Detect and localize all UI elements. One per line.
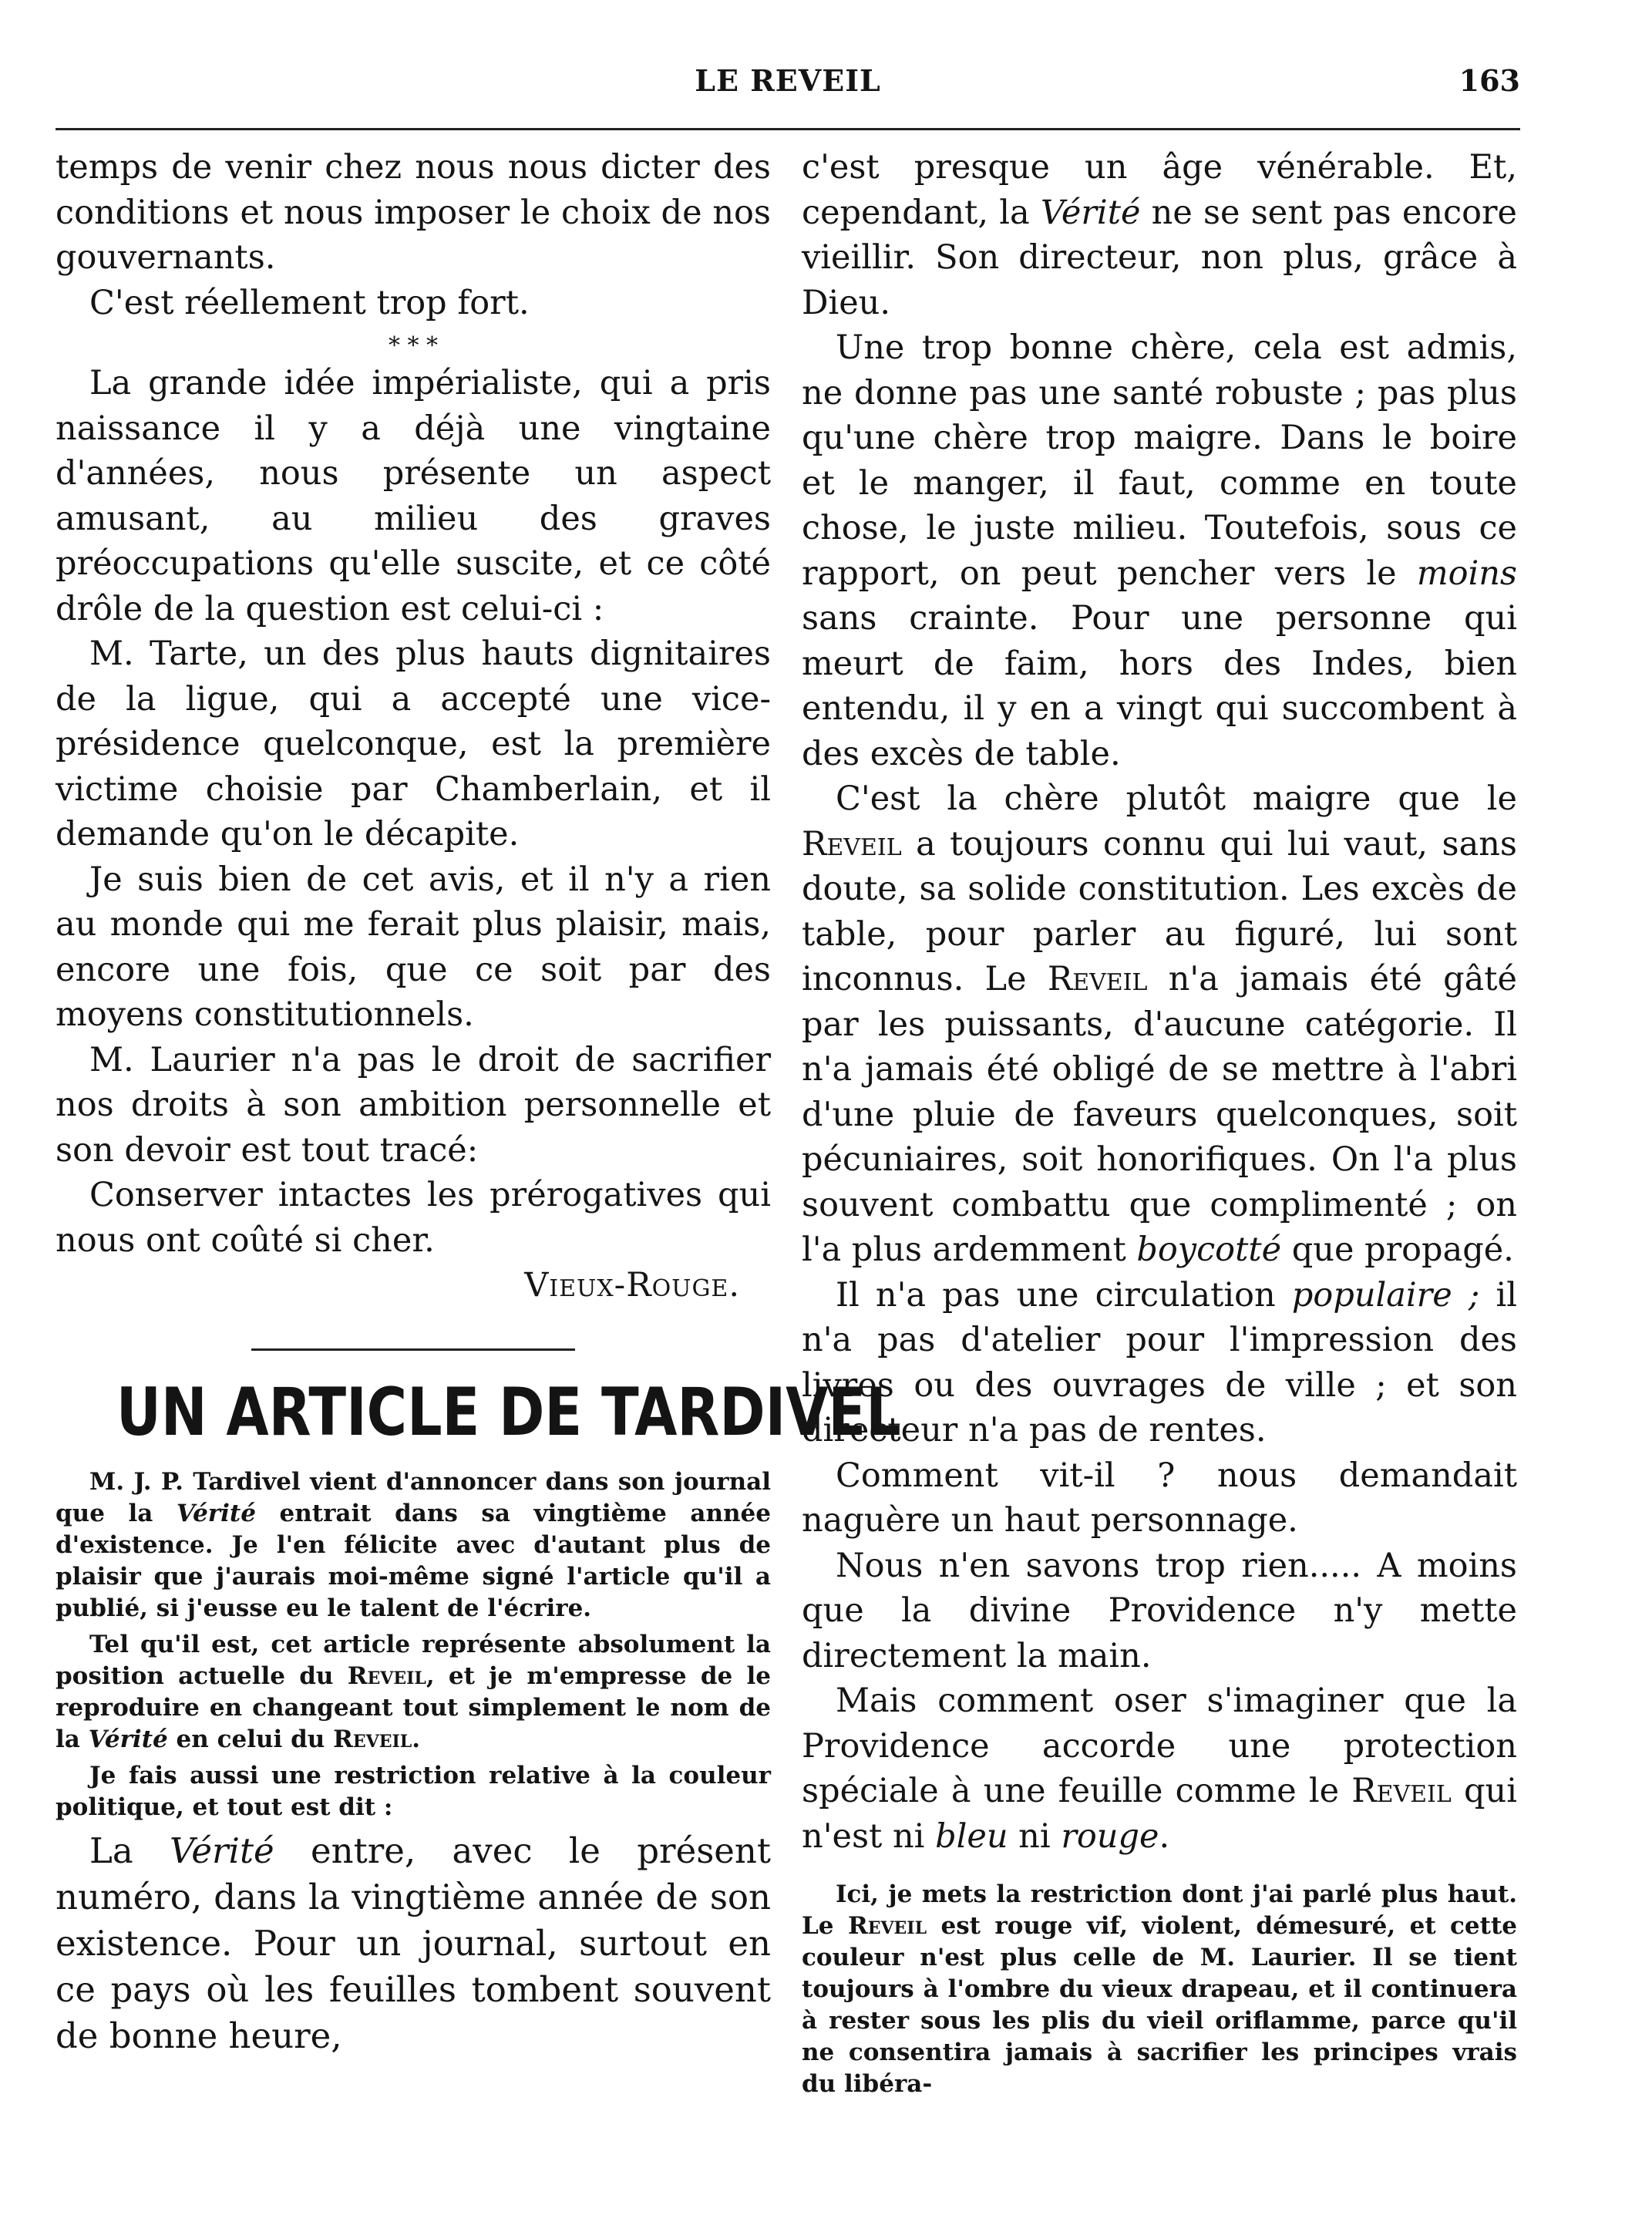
paragraph: M. Tarte, un des plus hauts dignitaires de la ligue, qui a accepté une vice-présidence quelconque, est la première victime choisie par Chamberlain, et il demande qu'on le décapite. — [56, 635, 771, 853]
paragraph: La grande idée impérialiste, qui a pris naissance il y a déjà une vingtaine d'années, nous présente un aspect amusant, au milieu des graves préoccupations qu'elle suscite, et ce côté drôle de la question est celui-ci : — [56, 364, 771, 628]
paragraph: c'est presque un âge vénérable. Et, cependant, la Vérité ne se sent pas encore vieillir. Son directeur, non plus, grâce à Dieu. — [802, 148, 1517, 322]
paragraph: C'est la chère plutôt maigre que le Reveil a toujours connu qui lui vaut, sans doute, sa solide constitution. Les excès de table, pour parler au figuré, lui sont inconnus. Le Reveil n'a jamais été gâté par les puissants, d'aucune catégorie. Il n'a jamais été obligé de se mettre à l'abri d'une pluie de faveurs quelconques, soit pécuniaires, soit honorifiques. On l'a plus souvent combattu que complimenté ; on l'a plus ardemment boycotté que propagé. — [802, 779, 1517, 1269]
running-title: LE REVEIL — [695, 63, 881, 98]
paragraph: Il n'a pas une circulation populaire ; il n'a pas d'atelier pour l'impression des livres ou des ouvrages de ville ; et son directeur n'a pas de rentes. — [802, 1275, 1517, 1449]
intro-paragraph: M. J. P. Tardivel vient d'annoncer dans son journal que la Vérité entrait dans sa vingtième année d'existence. Je l'en félicite avec d'autant plus de plaisir que j'aurais moi-même signé l'article qu'il a publié, si j'eusse eu le talent de l'écrire. — [56, 1467, 771, 1622]
paragraph: Mais comment oser s'imaginer que la Providence accorde une protection spéciale à une feuille comme le Reveil qui n'est ni bleu ni rouge. — [802, 1682, 1517, 1856]
article-headline: UN ARTICLE DE TARDIVEL — [116, 1373, 901, 1451]
closing-note — [802, 1879, 1517, 2100]
section-asterism: * * * — [388, 332, 439, 359]
paragraph: Conserver intactes les prérogatives qui nous ont coûté si cher. — [56, 1176, 771, 1260]
intro-block — [56, 1466, 771, 1823]
right-column — [802, 145, 1517, 2105]
page-header — [56, 63, 1520, 109]
paragraph: Une trop bonne chère, cela est admis, ne donne pas une santé robuste ; pas plus qu'une chère trop maigre. Dans le boire et le manger, il faut, comme en toute chose, le juste milieu. Toutefois, sous ce rapport, on peut pencher vers le moins sans crainte. Pour une personne qui meurt de faim, hors des Indes, bien entendu, il y en a vingt qui succombent à des excès de table. — [802, 328, 1517, 773]
paragraph: M. Laurier n'a pas le droit de sacrifier nos droits à son ambition personnelle et son devoir est tout tracé: — [56, 1040, 771, 1170]
section-divider — [251, 1348, 575, 1351]
intro-paragraph: Tel qu'il est, cet article représente absolument la position actuelle du Reveil, et je m'empresse de le reproduire en changeant tout simplement le nom de la Vérité en celui du Reveil. — [56, 1630, 772, 1753]
header-rule — [56, 128, 1520, 130]
paragraph: temps de venir chez nous nous dicter des conditions et nous imposer le choix de nos gouvernants. — [56, 148, 771, 277]
quoted-paragraph: La Vérité entre, avec le présent numéro, dans la vingtième année de son existence. Pour un journal, surtout en ce pays où les feuilles tombent souvent de bonne heure, — [56, 1830, 771, 2056]
page-number: 163 — [1459, 63, 1520, 98]
left-column — [56, 145, 901, 2059]
signature: Vieux-Rouge. — [524, 1266, 740, 1305]
paragraph: C'est réellement trop fort. — [89, 283, 530, 322]
paragraph: Je suis bien de cet avis, et il n'y a rien au monde qui me ferait plus plaisir, mais, encore une fois, que ce soit par des moyens constitutionnels. — [56, 860, 771, 1034]
paragraph: Nous n'en savons trop rien..... A moins que la divine Providence n'y mette directement la main. — [802, 1546, 1517, 1675]
paragraph: Comment vit-il ? nous demandait naguère un haut personnage. — [802, 1456, 1517, 1540]
note-paragraph: Ici, je mets la restriction dont j'ai parlé plus haut. Le Reveil est rouge vif, violent, démesuré, et cette couleur n'est plus celle de M. Laurier. Il se tient toujours à l'ombre du vieux drapeau, et il continuera à rester sous les plis du vieil oriflamme, parce qu'il ne consentira jamais à sacrifier les principes vrais du libéra- — [802, 1880, 1518, 2098]
intro-paragraph: Je fais aussi une restriction relative à la couleur politique, et tout est dit : — [56, 1761, 771, 1821]
